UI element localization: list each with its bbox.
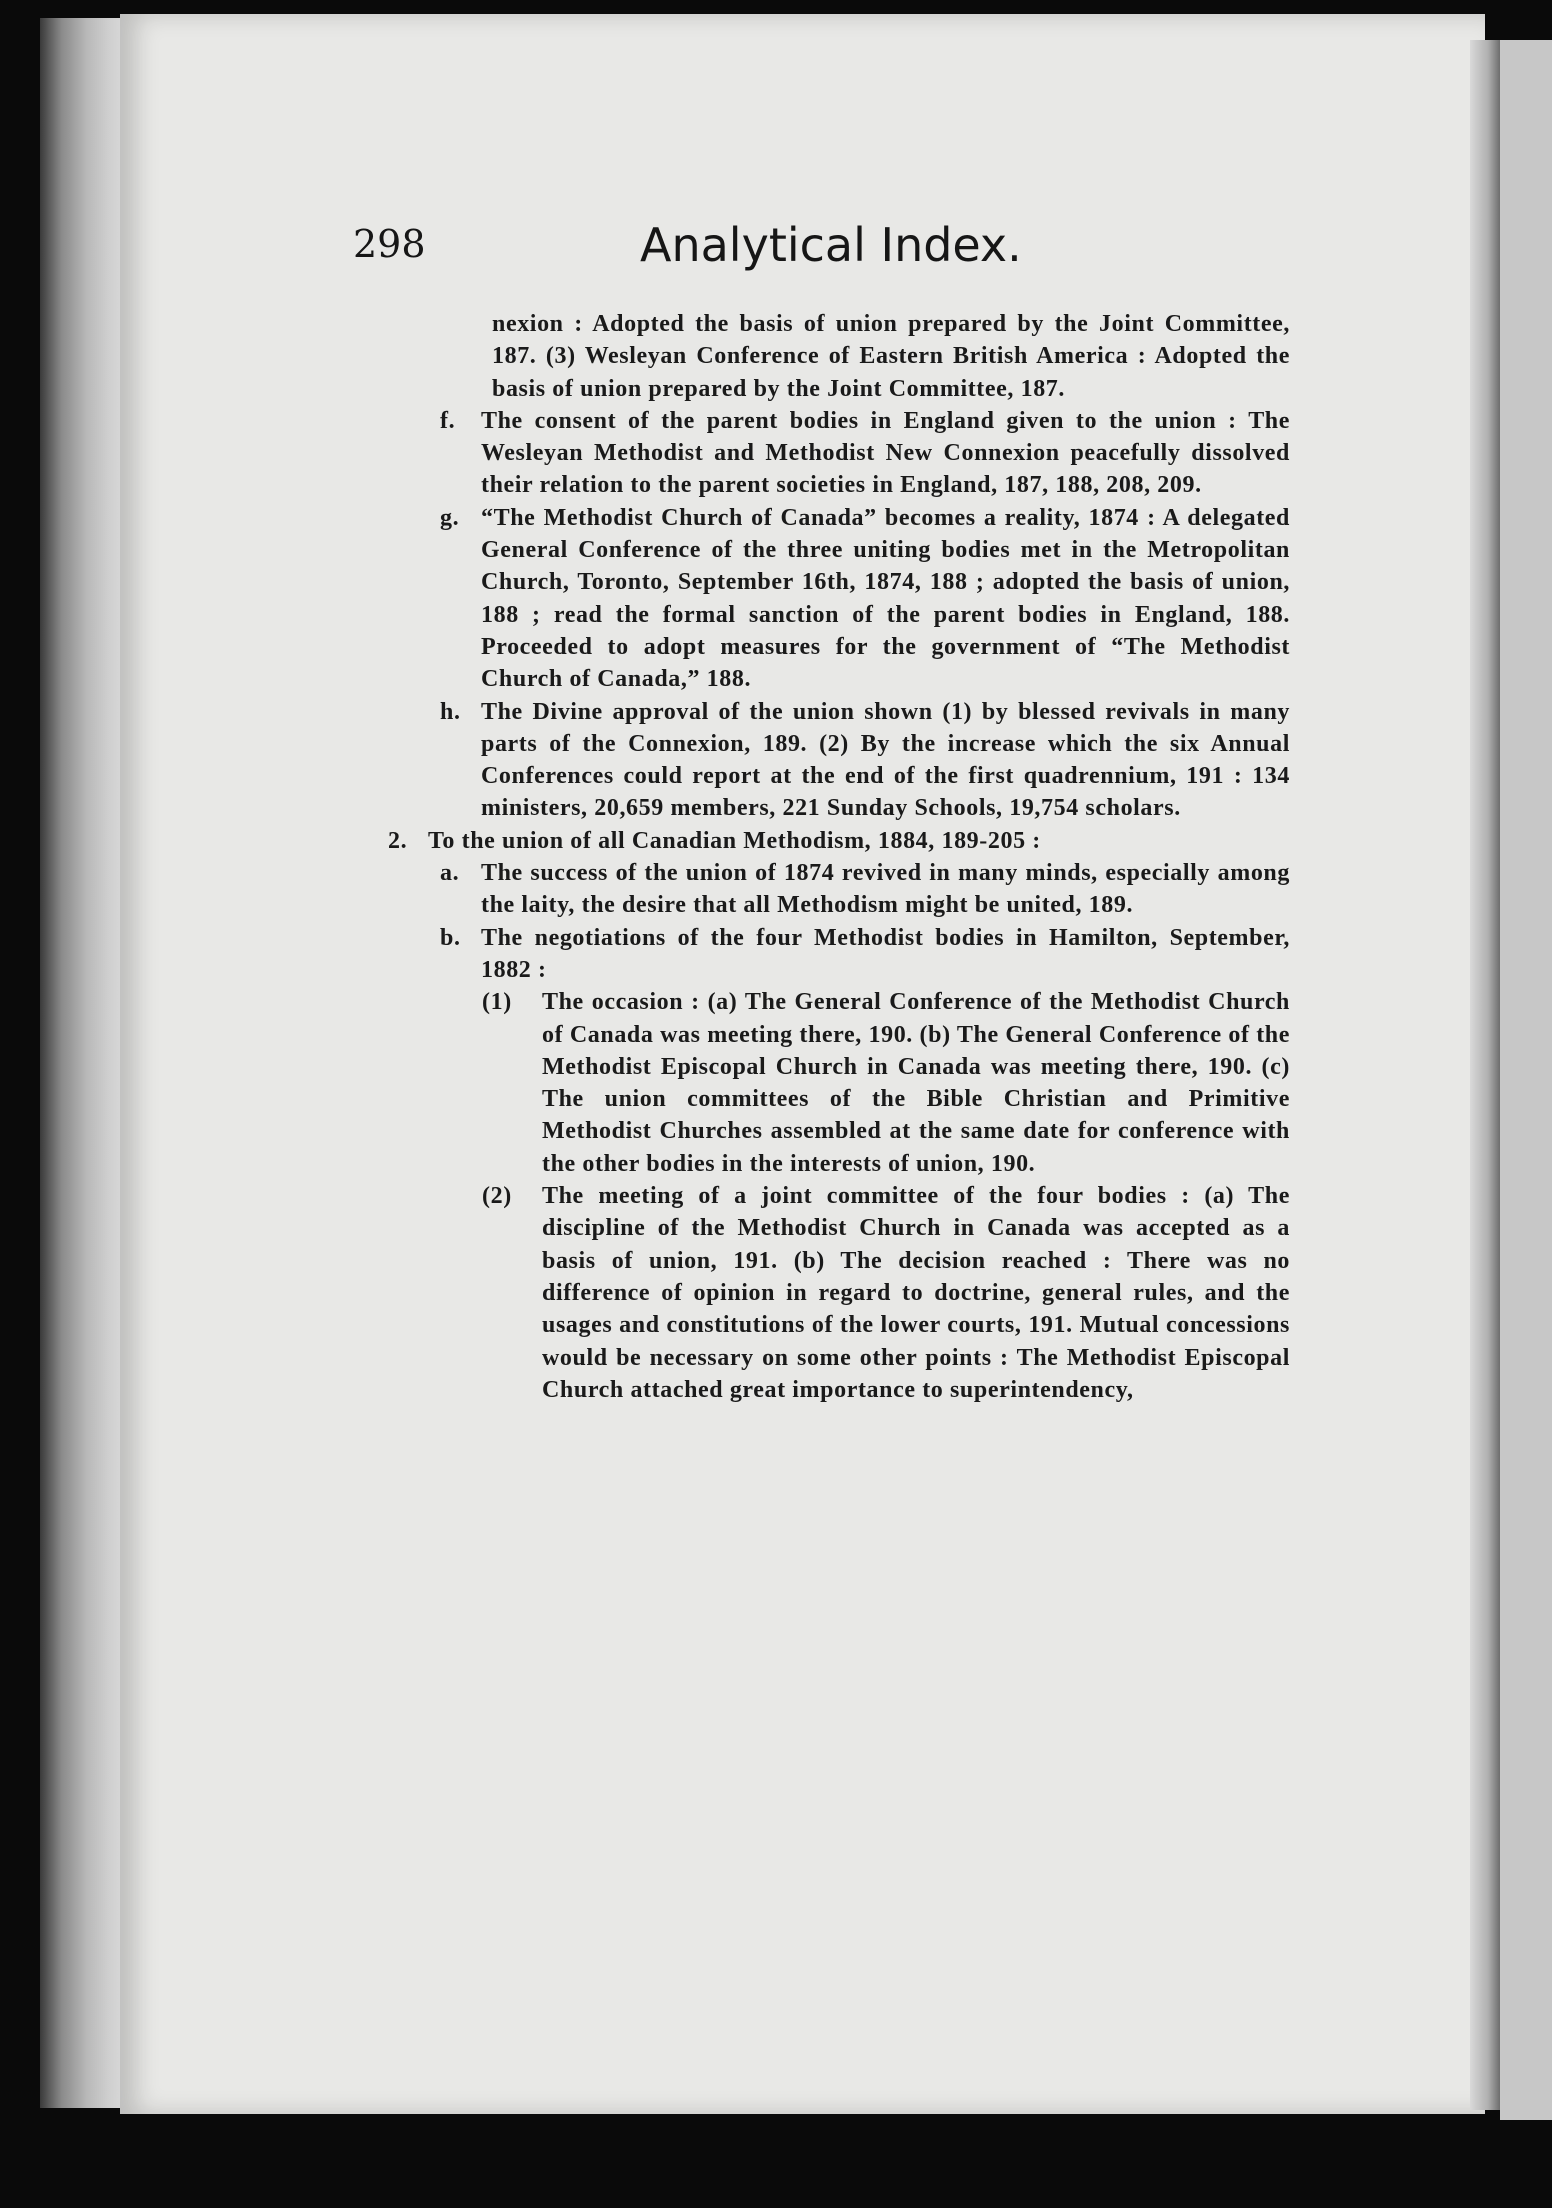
index-entry [370, 308, 1290, 405]
gutter-shadow [1470, 40, 1500, 2110]
index-entry [370, 502, 1290, 696]
entry-label: b. [440, 924, 461, 951]
entry-label: 2. [388, 827, 408, 854]
entry-text: The success of the union of 1874 revived in many minds, especially among the laity, the desire that all Methodism might be united, 189. [481, 860, 1290, 919]
index-entry [370, 696, 1290, 825]
entry-text: “The Methodist Church of Canada” becomes a reality, 1874 : A delegated General Conference of the three uniting bodies met in the Metropolitan Church, Toronto, September 16th, 1874, 188 ; adopted the basis of union, 188 ; read the formal sanction of the parent bodies in England, 188. Proceeded to adopt measures for the government of “The Methodist Church of Canada,” 188. [481, 504, 1290, 693]
entry-text: To the union of all Canadian Methodism, 1884, 189-205 : [428, 827, 1041, 854]
entry-text: The occasion : (a) The General Conference of the Methodist Church of Canada was meeting there, 190. (b) The General Conference of the Methodist Episcopal Church in Canada was meeting there, 190. (c) The union committees of the Bible Christian and Primitive Methodist Churches assembled at the same date for conference with the other bodies in the interests of union, 190. [542, 989, 1290, 1177]
entry-text: The consent of the parent bodies in England given to the union : The Wesleyan Methodist and Methodist New Connexion peacefully dissolved their relation to the parent societies in England, 187, 188, 208, 209. [481, 407, 1290, 499]
index-entry [370, 922, 1290, 987]
index-entry [370, 825, 1290, 857]
entry-label: g. [440, 504, 460, 531]
entry-label: a. [440, 860, 460, 887]
entry-label: (2) [482, 1183, 512, 1210]
book-page-edges [40, 18, 126, 2108]
index-entry [370, 1180, 1290, 1406]
index-entry [370, 857, 1290, 922]
index-body [370, 308, 1290, 1406]
entry-text: The negotiations of the four Methodist bodies in Hamilton, September, 1882 : [481, 924, 1290, 983]
index-entry [370, 405, 1290, 502]
running-head: Analytical Index. [640, 218, 1022, 272]
entry-text: nexion : Adopted the basis of union prepared by the Joint Committee, 187. (3) Wesleyan Conference of Eastern British America : Adopted the basis of union prepared by the Joint Committee, 187. [492, 311, 1290, 402]
entry-label: h. [440, 698, 461, 725]
entry-label: f. [440, 407, 456, 434]
index-entry [370, 986, 1290, 1180]
page-number: 298 [353, 222, 426, 266]
facing-page-edge [1500, 40, 1552, 2120]
entry-label: (1) [482, 989, 512, 1016]
entry-text: The Divine approval of the union shown (1) by blessed revivals in many parts of the Connexion, 189. (2) By the increase which the six Annual Conferences could report at the end of the first quadrennium, 191 : 134 ministers, 20,659 members, 221 Sunday Schools, 19,754 scholars. [481, 698, 1290, 822]
entry-text: The meeting of a joint committee of the four bodies : (a) The discipline of the Methodist Church in Canada was accepted as a basis of union, 191. (b) The decision reached : There was no difference of opinion in regard to doctrine, general rules, and the usages and constitutions of the lower courts, 191. Mutual concessions would be necessary on some other points : The Methodist Episcopal Church attached great importance to superintendency, [542, 1183, 1290, 1403]
